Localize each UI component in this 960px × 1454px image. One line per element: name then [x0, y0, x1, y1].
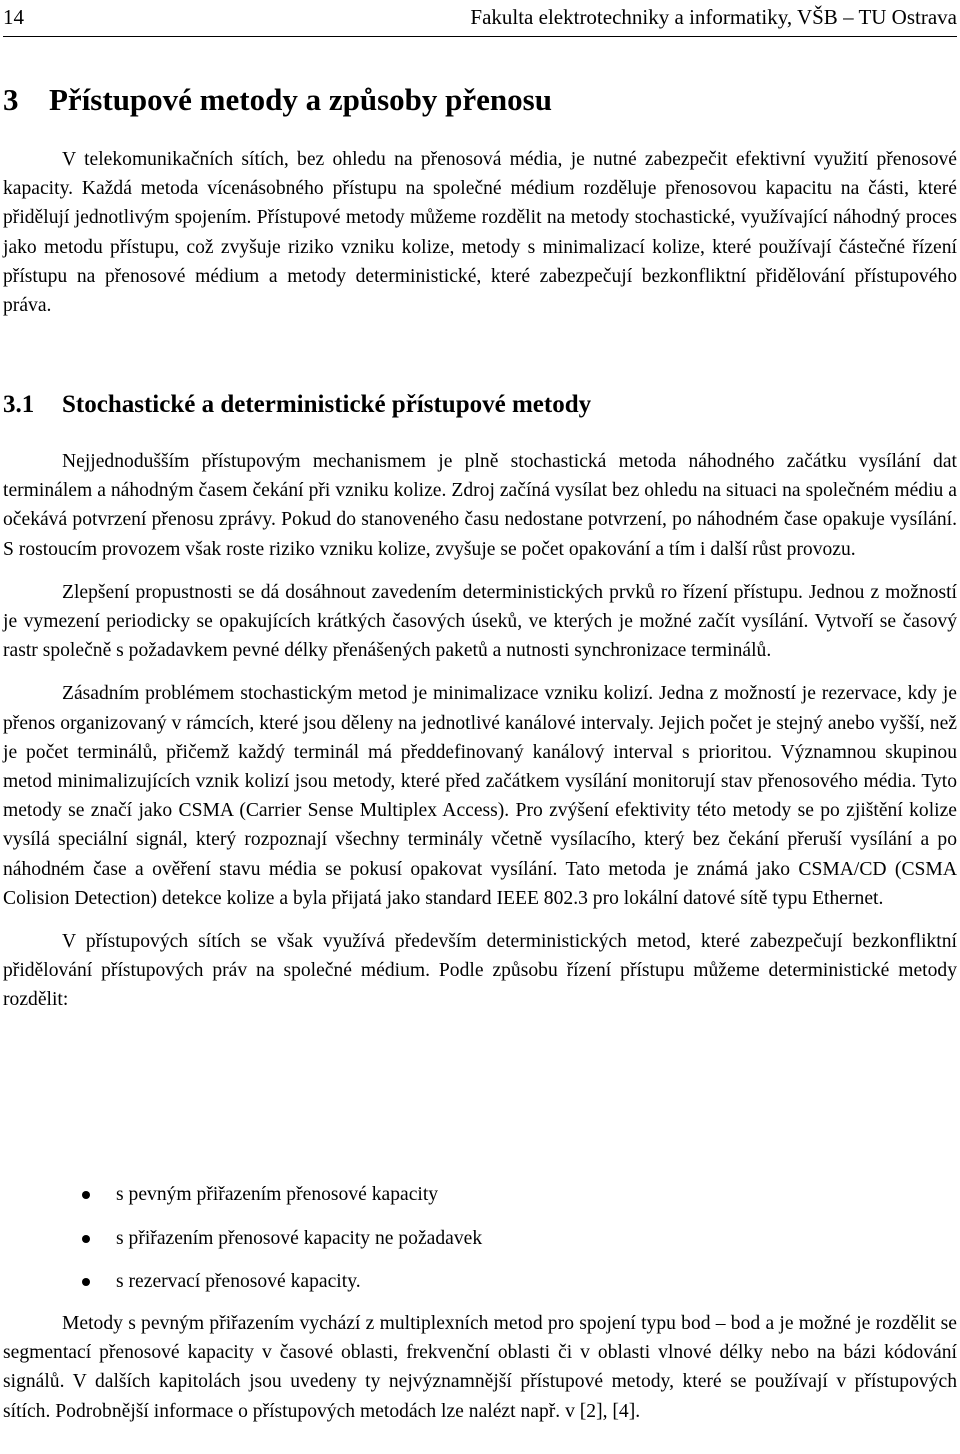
- list-item-text: s pevným přiřazením přenosové kapacity: [116, 1184, 439, 1205]
- chapter-heading: [3, 80, 552, 120]
- bullet-icon: [82, 1278, 90, 1286]
- chapter-number: 3: [3, 82, 19, 117]
- intro-paragraph: V telekomunikačních sítích, bez ohledu na přenosová média, je nutné zabezpečit efektivní využití přenosové kapacity. Každá metoda vícenásobného přístupu na společné médium rozděluje přenosovou kapacitu na části, které přidělují jednotlivým spojením. Přístupové metody můžeme rozdělit na metody stochastické, využívající náhodný proces jako metodu přístupu, což zvyšuje riziko vzniku kolize, metody s minimalizací kolize, které používají částečné řízení přístupu na přenosové médium a metody deterministické, které zabezpečují bezkonfliktní přidělování přístupového práva.: [3, 149, 957, 317]
- list-item-text: s rezervací přenosové kapacity.: [116, 1271, 361, 1293]
- intro-block: [3, 145, 957, 320]
- page-number: 14: [3, 5, 24, 29]
- body-paragraph: Zlepšení propustnosti se dá dosáhnout zavedením deterministických prvků ro řízení přístupu. Jednou z možností je vymezení periodicky se opakujících krátkých časových úseků, ve kterých je možné začít vysílání. Vytvoří se časový rastr společně s požadavkem pevné délky přenášených paketů a nutnosti synchronizace terminálů.: [3, 581, 957, 662]
- list-item: [3, 1224, 957, 1268]
- bullet-list: [3, 1180, 957, 1311]
- list-item: [3, 1180, 957, 1224]
- body-paragraph: Nejjednodušším přístupovým mechanismem je plně stochastická metoda náhodného začátku vysílání dat terminálem a náhodným časem čekání při vzniku kolize. Zdroj začíná vysílat bez ohledu na situaci na společném médiu a očekává potvrzení přenosu zprávy. Pokud do stanoveného času nedostane potvrzení, po náhodném čase opakuje vysílání. S rostoucím provozem však roste riziko vzniku kolize, zvyšuje se počet opakování a tím i další růst provozu.: [3, 451, 957, 560]
- list-item: [3, 1267, 957, 1311]
- bullet-icon: [82, 1235, 90, 1243]
- section-body: [3, 447, 957, 1015]
- list-item-text: s přiřazením přenosové kapacity ne požadavek: [116, 1227, 483, 1249]
- page-header: [3, 4, 957, 37]
- body-paragraph: V přístupových sítích se však využívá především deterministických metod, které zabezpečují bezkonfliktní přidělování přístupových práv na společné médium. Podle způsobu řízení přístupu můžeme deterministické metody rozdělit:: [3, 931, 957, 1011]
- section-heading: [3, 388, 591, 422]
- closing-paragraph: Metody s pevným přiřazením vychází z multiplexních metod pro spojení typu bod – bod a je možné je rozdělit se segmentací přenosové kapacity v časové oblasti, frekvenční oblasti či v oblasti vlnové délky nebo na bázi kódování signálů. V dalších kapitolách jsou uvedeny ty nejvýznamnější přístupové metody, které se používají v přístupových sítích. Podrobnější informace o přístupových metodách lze nalézt např. v [2], [4].: [3, 1313, 957, 1422]
- bullet-icon: [82, 1191, 90, 1199]
- header-institution: Fakulta elektrotechniky a informatiky, VŠB – TU Ostrava: [470, 5, 957, 29]
- closing-block: [3, 1309, 957, 1426]
- body-paragraph: Zásadním problémem stochastickým metod je minimalizace vzniku kolizí. Jedna z možností je rezervace, kdy je přenos organizovaný v rámcích, které jsou děleny na jednotlivé kanálové intervaly. Jejich počet je stejný anebo vyšší, než je počet terminálů, přičemž každý terminál má předdefinovaný kanálový interval s prioritou. Významnou skupinou metod minimalizujících vznik kolizí jsou metody, které před začátkem vysílání monitorují stav přenosového média. Tyto metody se značí jako CSMA (Carrier Sense Multiplex Access). Pro zvýšení efektivity této metody se po zjištění kolize vysílá speciální signál, který rozpoznají všechny terminály včetně vysílacího, který bez čekání přeruší vysílání a po náhodném čase a ověření stavu média se pokusí opakovat vysílání. Tato metoda je známá jako CSMA/CD (CSMA Colision Detection) detekce kolize a byla přijatá jako standard IEEE 802.3 pro lokální datové sítě typu Ethernet.: [3, 683, 957, 909]
- section-number: 3.1: [3, 391, 35, 418]
- chapter-title: Přístupové metody a způsoby přenosu: [49, 82, 552, 117]
- section-title: Stochastické a deterministické přístupové metody: [62, 391, 592, 418]
